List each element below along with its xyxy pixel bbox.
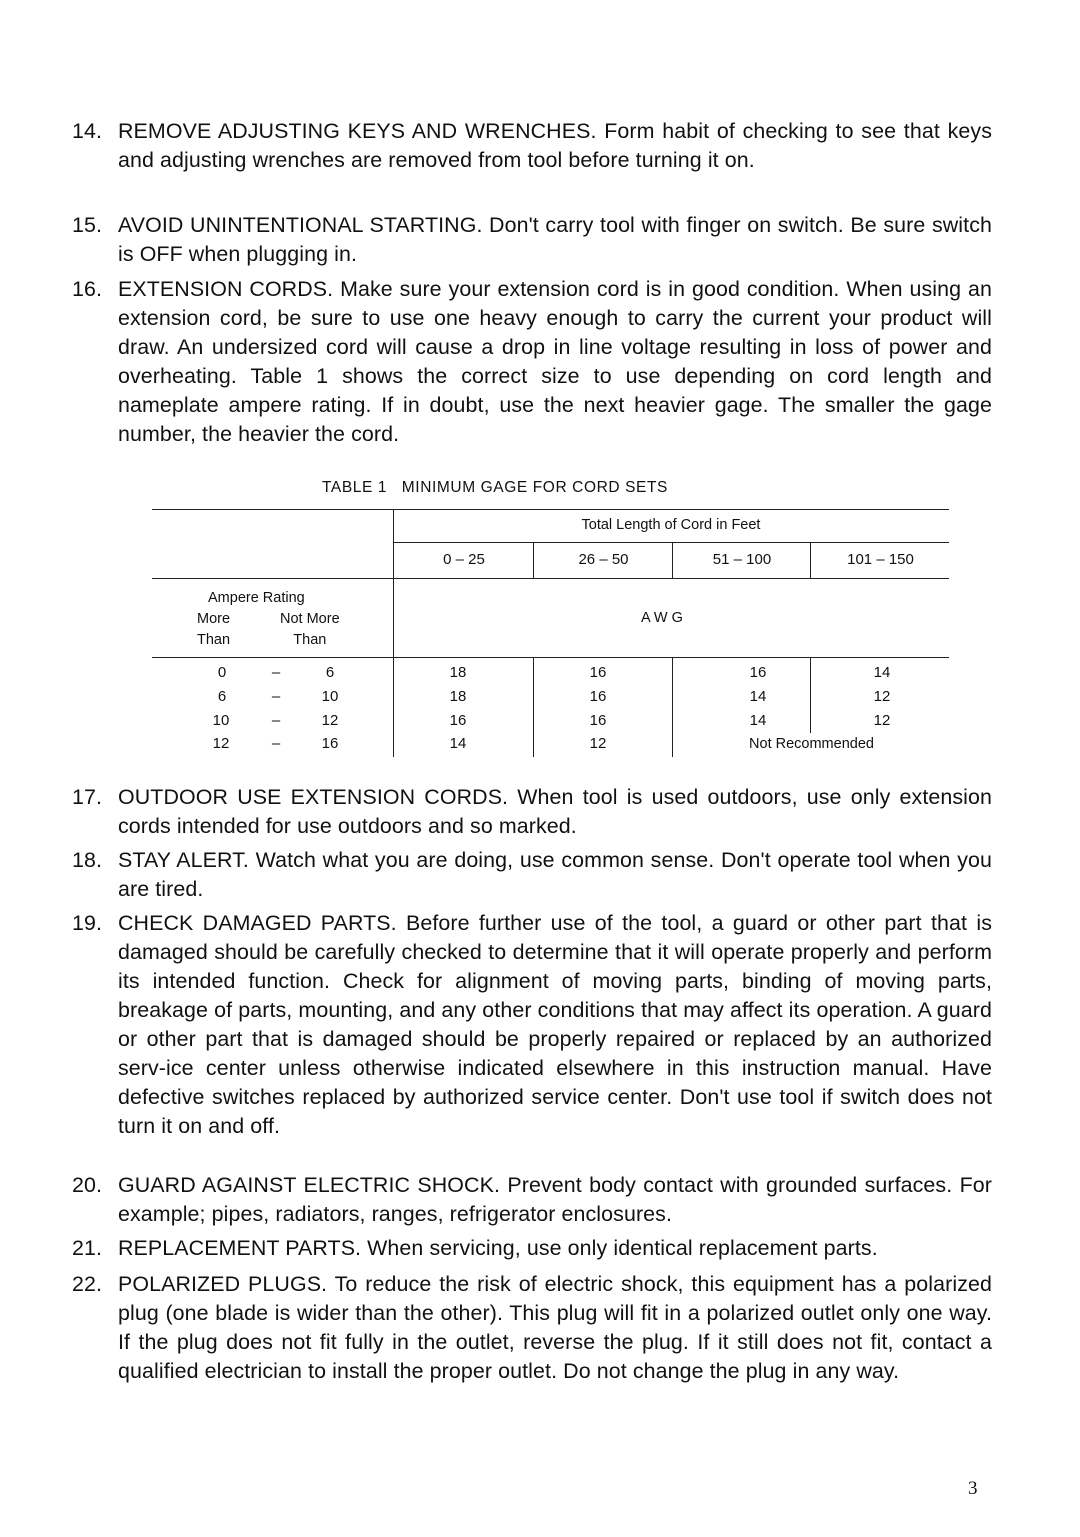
gage-value: 12 xyxy=(589,735,607,752)
table-rule-length-header xyxy=(393,542,949,543)
ampere-from: 12 xyxy=(212,735,230,752)
range-dash: – xyxy=(271,712,281,729)
gage-value: 18 xyxy=(449,664,467,681)
safety-item-22 xyxy=(72,1270,992,1386)
table-divider xyxy=(533,657,534,757)
length-col-2: 26 – 50 xyxy=(578,551,629,568)
ampere-to: 10 xyxy=(321,688,339,705)
gage-value: 12 xyxy=(873,688,891,705)
gage-value: 12 xyxy=(873,712,891,729)
safety-item-17 xyxy=(72,783,992,841)
item-text: GUARD AGAINST ELECTRIC SHOCK. Prevent body contact with grounded surfaces. For example; pipes, radiators, ranges, refrigerator enclosures. xyxy=(118,1173,992,1226)
gage-value: 14 xyxy=(749,712,767,729)
item-number: 16. xyxy=(72,277,103,301)
awg-header: A W G xyxy=(641,610,683,626)
range-dash: – xyxy=(271,735,281,752)
item-number: 22. xyxy=(72,1272,103,1296)
item-text: AVOID UNINTENTIONAL STARTING. Don't carry tool with finger on switch. Be sure switch is OFF when plugging in. xyxy=(118,213,992,266)
safety-item-14 xyxy=(72,117,992,175)
item-text: REPLACEMENT PARTS. When servicing, use only identical replacement parts. xyxy=(118,1236,878,1260)
item-text: CHECK DAMAGED PARTS. Before further use of the tool, a guard or other part that is damaged should be carefully checked to determine that it will operate properly and perform its intended function. Check for alignment of moving parts, binding of moving parts, breakage of parts, mounting, and any other conditions that may affect its operation. A guard or other part that is damaged should be properly repaired or replaced by an authorized serv-ice center unless otherwise indicated elsewhere in this instruction manual. Have defective switches replaced by authorized service center. Don't use tool if switch does not turn it on and off. xyxy=(118,911,992,1138)
ampere-from: 10 xyxy=(212,712,230,729)
item-text: OUTDOOR USE EXTENSION CORDS. When tool is used outdoors, use only extension cords intended for use outdoors and so marked. xyxy=(118,785,992,838)
item-number: 21. xyxy=(72,1236,103,1260)
table-caption: TABLE 1 MINIMUM GAGE FOR CORD SETS xyxy=(322,479,668,496)
safety-item-20 xyxy=(72,1171,992,1229)
ampere-to: 16 xyxy=(321,735,339,752)
item-text: STAY ALERT. Watch what you are doing, use common sense. Don't operate tool when you are tired. xyxy=(118,848,992,901)
table-divider xyxy=(810,657,811,733)
gage-value: 14 xyxy=(749,688,767,705)
item-number: 14. xyxy=(72,119,103,143)
item-text: POLARIZED PLUGS. To reduce the risk of electric shock, this equipment has a polarized plug (one blade is wider than the other). This plug will fit in a polarized outlet only one way. If the plug does not fit fully in the outlet, reverse the plug. If it still does not fit, contact a qualified electrician to install the proper outlet. Do not change the plug in any way. xyxy=(118,1272,992,1383)
item-number: 15. xyxy=(72,213,103,237)
safety-item-18 xyxy=(72,846,992,904)
ampere-from: 0 xyxy=(217,664,227,681)
table-divider xyxy=(810,542,811,578)
safety-item-21 xyxy=(72,1234,992,1263)
safety-item-19 xyxy=(72,909,992,1141)
table-divider-ampere xyxy=(393,509,394,757)
length-col-3: 51 – 100 xyxy=(712,551,772,568)
gage-value: 16 xyxy=(449,712,467,729)
ampere-to: 6 xyxy=(325,664,335,681)
item-text: REMOVE ADJUSTING KEYS AND WRENCHES. Form habit of checking to see that keys and adjusting wrenches are removed from tool before turning it on. xyxy=(118,119,992,172)
not-more-than-header: Not More Than xyxy=(280,611,340,648)
length-header: Total Length of Cord in Feet xyxy=(581,517,761,533)
ampere-from: 6 xyxy=(217,688,227,705)
ampere-rating-header: Ampere Rating xyxy=(208,590,305,606)
table-divider xyxy=(672,657,673,757)
ampere-to: 12 xyxy=(321,712,339,729)
safety-item-15 xyxy=(72,211,992,269)
gage-value: 16 xyxy=(589,664,607,681)
gage-value: 14 xyxy=(873,664,891,681)
length-col-4: 101 – 150 xyxy=(847,551,914,568)
safety-item-16 xyxy=(72,275,992,449)
more-than-header: More Than xyxy=(197,611,231,648)
table-divider xyxy=(672,542,673,578)
table-rule-top xyxy=(152,509,949,510)
table-rule-column-header xyxy=(152,578,949,579)
item-number: 17. xyxy=(72,785,103,809)
gage-value: 14 xyxy=(449,735,467,752)
table-rule-awg-header xyxy=(152,657,949,658)
item-number: 18. xyxy=(72,848,103,872)
gage-value: 18 xyxy=(449,688,467,705)
not-recommended-note: Not Recommended xyxy=(749,736,874,752)
page-number: 3 xyxy=(968,1478,978,1499)
table-divider xyxy=(533,542,534,578)
gage-value: 16 xyxy=(749,664,767,681)
item-number: 19. xyxy=(72,911,103,935)
item-text: EXTENSION CORDS. Make sure your extension cord is in good condition. When using an extension cord, be sure to use one heavy enough to carry the current your product will draw. An undersized cord will cause a drop in line voltage resulting in loss of power and overheating. Table 1 shows the correct size to use depending on cord length and nameplate ampere rating. If in doubt, use the next heavier gage. The smaller the gage number, the heavier the cord. xyxy=(118,277,992,446)
length-col-1: 0 – 25 xyxy=(443,551,485,568)
item-number: 20. xyxy=(72,1173,103,1197)
range-dash: – xyxy=(271,664,281,681)
gage-value: 16 xyxy=(589,712,607,729)
range-dash: – xyxy=(271,688,281,705)
gage-value: 16 xyxy=(589,688,607,705)
